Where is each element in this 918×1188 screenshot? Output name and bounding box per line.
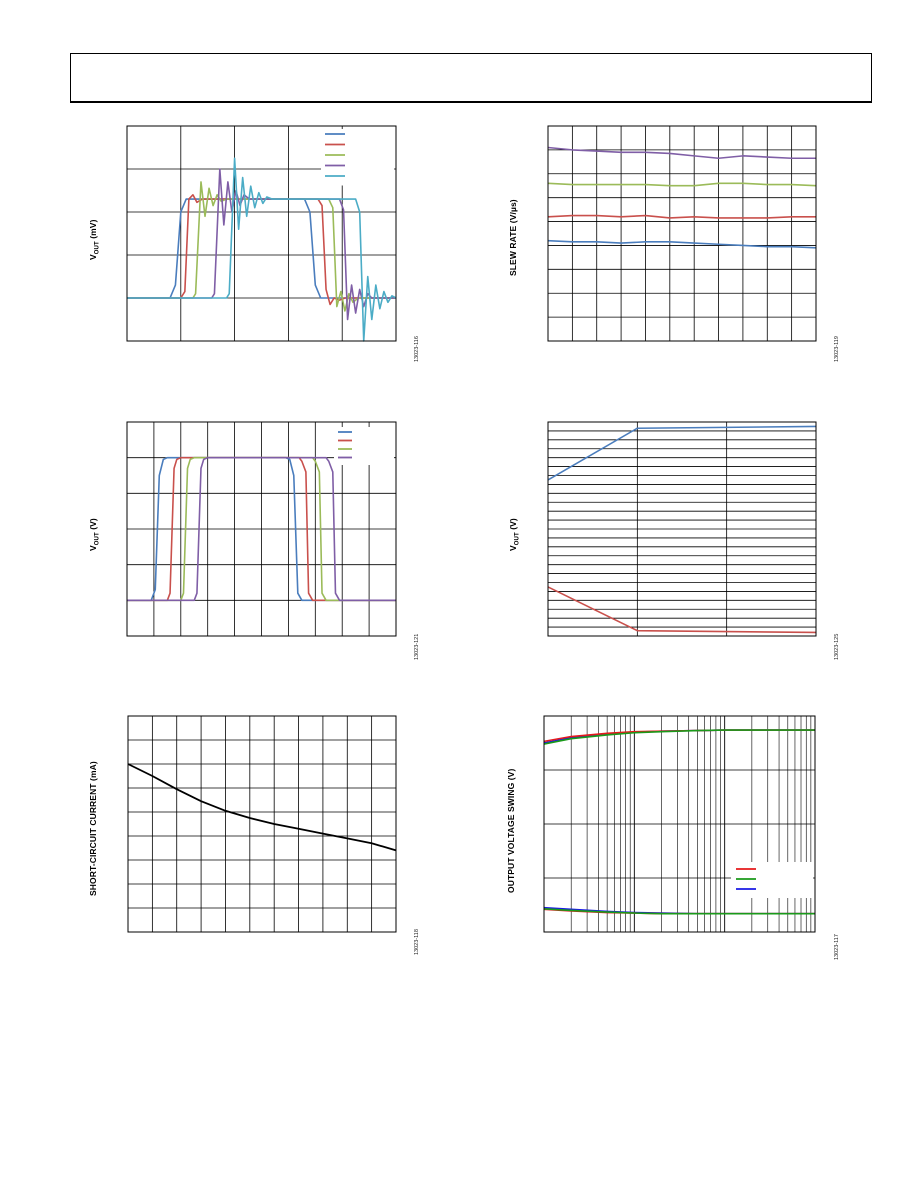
grid — [548, 422, 816, 636]
legend — [731, 862, 813, 898]
chart-vout-v-ramp — [548, 422, 816, 636]
chart-short-circuit-current — [128, 716, 396, 932]
y-axis-label: $V_{OUT}$ (V) — [508, 518, 521, 551]
series-line-4 — [127, 169, 396, 320]
series-line-2 — [548, 587, 816, 632]
figure-id: 13023-121 — [414, 633, 420, 660]
grid — [128, 716, 396, 932]
series-line-1 — [548, 148, 816, 159]
figure-id: 13023-118 — [414, 929, 420, 955]
y-axis-label: $V_{OUT}$ (mV) — [88, 219, 101, 260]
y-axis-label: SHORT-CIRCUIT CURRENT (mA) — [88, 761, 98, 896]
figure-id: 13023-116 — [414, 336, 420, 362]
chart-vout-v-transient — [127, 422, 396, 636]
chart-vout-mv-transient — [127, 126, 396, 341]
grid — [544, 716, 815, 932]
figure-id: 13023-119 — [834, 336, 840, 362]
chart-svg — [128, 716, 396, 932]
y-axis-label: $V_{OUT}$ (V) — [88, 518, 101, 551]
y-axis-label: SLEW RATE (V/µs) — [508, 199, 518, 276]
legend-box — [731, 862, 813, 898]
chart-svg — [548, 126, 816, 341]
y-axis-label: OUTPUT VOLTAGE SWING (V) — [506, 768, 516, 893]
figure-id: 13023-125 — [834, 633, 840, 660]
series-line-1 — [127, 199, 396, 298]
legend — [321, 129, 394, 186]
chart-svg — [127, 422, 396, 636]
legend — [334, 427, 394, 465]
chart-output-voltage-swing — [544, 716, 815, 932]
chart-svg — [548, 422, 816, 636]
series-line-1 — [548, 426, 816, 480]
series-line-3 — [548, 216, 816, 218]
figure-id: 13023-117 — [834, 934, 840, 960]
series-line-3 — [544, 730, 815, 744]
plot-frame — [128, 716, 396, 932]
series-line-1 — [128, 764, 396, 850]
legend-box — [321, 129, 394, 186]
chart-svg — [127, 126, 396, 341]
series-line-4 — [548, 241, 816, 248]
series-line-2 — [548, 183, 816, 185]
chart-slew-rate — [548, 126, 816, 341]
page-header-box — [70, 53, 872, 103]
chart-svg — [544, 716, 815, 932]
series-line-2 — [127, 195, 396, 305]
